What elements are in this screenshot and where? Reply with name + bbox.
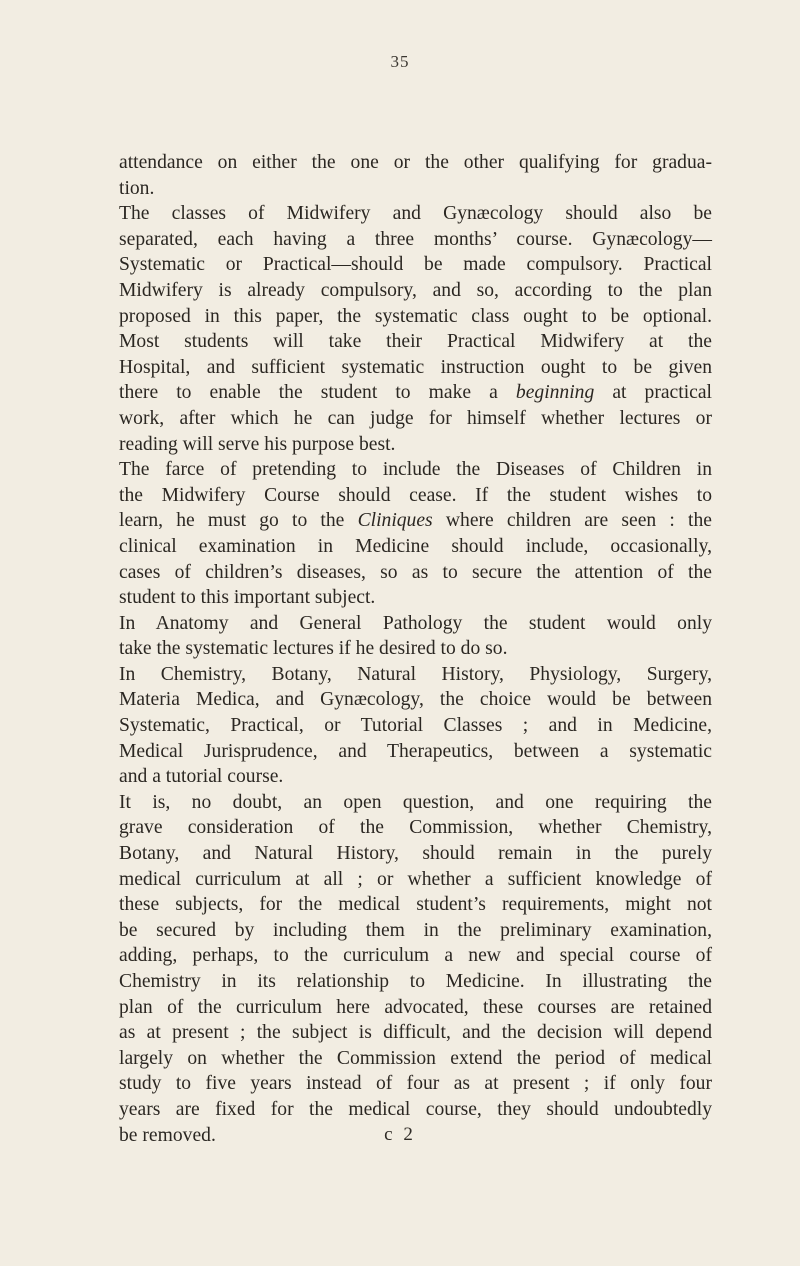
text-segment: learn, he must go to the [119,510,345,532]
text-line: Chemistry in its relationship to Medicine. In illustrating the [119,971,712,992]
text-line: Systematic, Practical, or Tutorial Classes ; and in Medicine, [119,715,712,737]
text-line: tion. [119,177,155,199]
italic-word: beginning [515,382,595,404]
text-line: take the systematic lectures if he desired to do so. [119,638,508,660]
text-line: Materia Medica, and Gynæcology, the choice would be between [119,689,712,711]
text-line-mixed [119,508,712,534]
text-segment: where children are seen : the [445,510,712,532]
text-line: In Chemistry, Botany, Natural History, Physiology, Surgery, [119,663,712,685]
text-line: work, after which he can judge for himself whether lectures or [119,407,712,429]
text-line: Midwifery is already compulsory, and so, according to the plan [119,279,712,301]
text-line: as at present ; the subject is difficult, and the decision will depend [119,1022,712,1044]
text-line: medical curriculum at all ; or whether a sufficient knowledge of [119,868,712,890]
text-line: be secured by including them in the preliminary examination, [119,919,712,941]
text-line: Most students will take their Practical Midwifery at the [119,331,712,353]
text-line-mixed [119,380,712,406]
signature-mark: c 2 [384,1124,416,1145]
text-segment: at practical [612,382,712,404]
text-line: and a tutorial course. [119,766,284,788]
text-line: clinical examination in Medicine should include, occasionally, [119,535,712,557]
text-line: attendance on either the one or the other qualifying for gradua- [119,152,712,173]
text-line: reading will serve his purpose best. [119,433,396,455]
text-line: The classes of Midwifery and Gynæcology should also be [119,203,712,225]
text-line: proposed in this paper, the systematic class ought to be optional. [119,305,712,327]
text-line: study to five years instead of four as at present ; if only four [119,1073,712,1095]
text-line: cases of children’s diseases, so as to secure the attention of the [119,561,712,583]
text-line: Medical Jurisprudence, and Therapeutics, between a systematic [119,740,712,762]
text-line: be removed. [119,1124,216,1146]
text-line: It is, no doubt, an open question, and one requiring the [119,791,712,813]
text-line: Hospital, and sufficient systematic instruction ought to be given [119,356,712,378]
text-line: plan of the curriculum here advocated, these courses are retained [119,996,712,1018]
text-line: years are fixed for the medical course, they should undoubtedly [119,1098,712,1120]
text-line: the Midwifery Course should cease. If the student wishes to [119,484,712,506]
text-line: grave consideration of the Commission, whether Chemistry, [119,817,712,839]
body-text [119,150,712,1148]
text-line: Botany, and Natural History, should remain in the purely [119,843,712,865]
page-number: 35 [390,52,410,71]
text-line: separated, each having a three months’ course. Gynæcology— [119,228,712,250]
text-line: The farce of pretending to include the Diseases of Children in [119,459,712,481]
text-line: In Anatomy and General Pathology the student would only [119,612,712,634]
text-segment: there to enable the student to make a [119,382,498,404]
text-line: Systematic or Practical—should be made compulsory. Practical [119,254,712,276]
text-line: these subjects, for the medical student’s requirements, might not [119,894,712,916]
text-line: student to this important subject. [119,587,376,609]
text-line: adding, perhaps, to the curriculum a new and special course of [119,945,712,967]
italic-word: Cliniques [357,510,433,532]
text-line: largely on whether the Commission extend the period of medical [119,1047,712,1069]
